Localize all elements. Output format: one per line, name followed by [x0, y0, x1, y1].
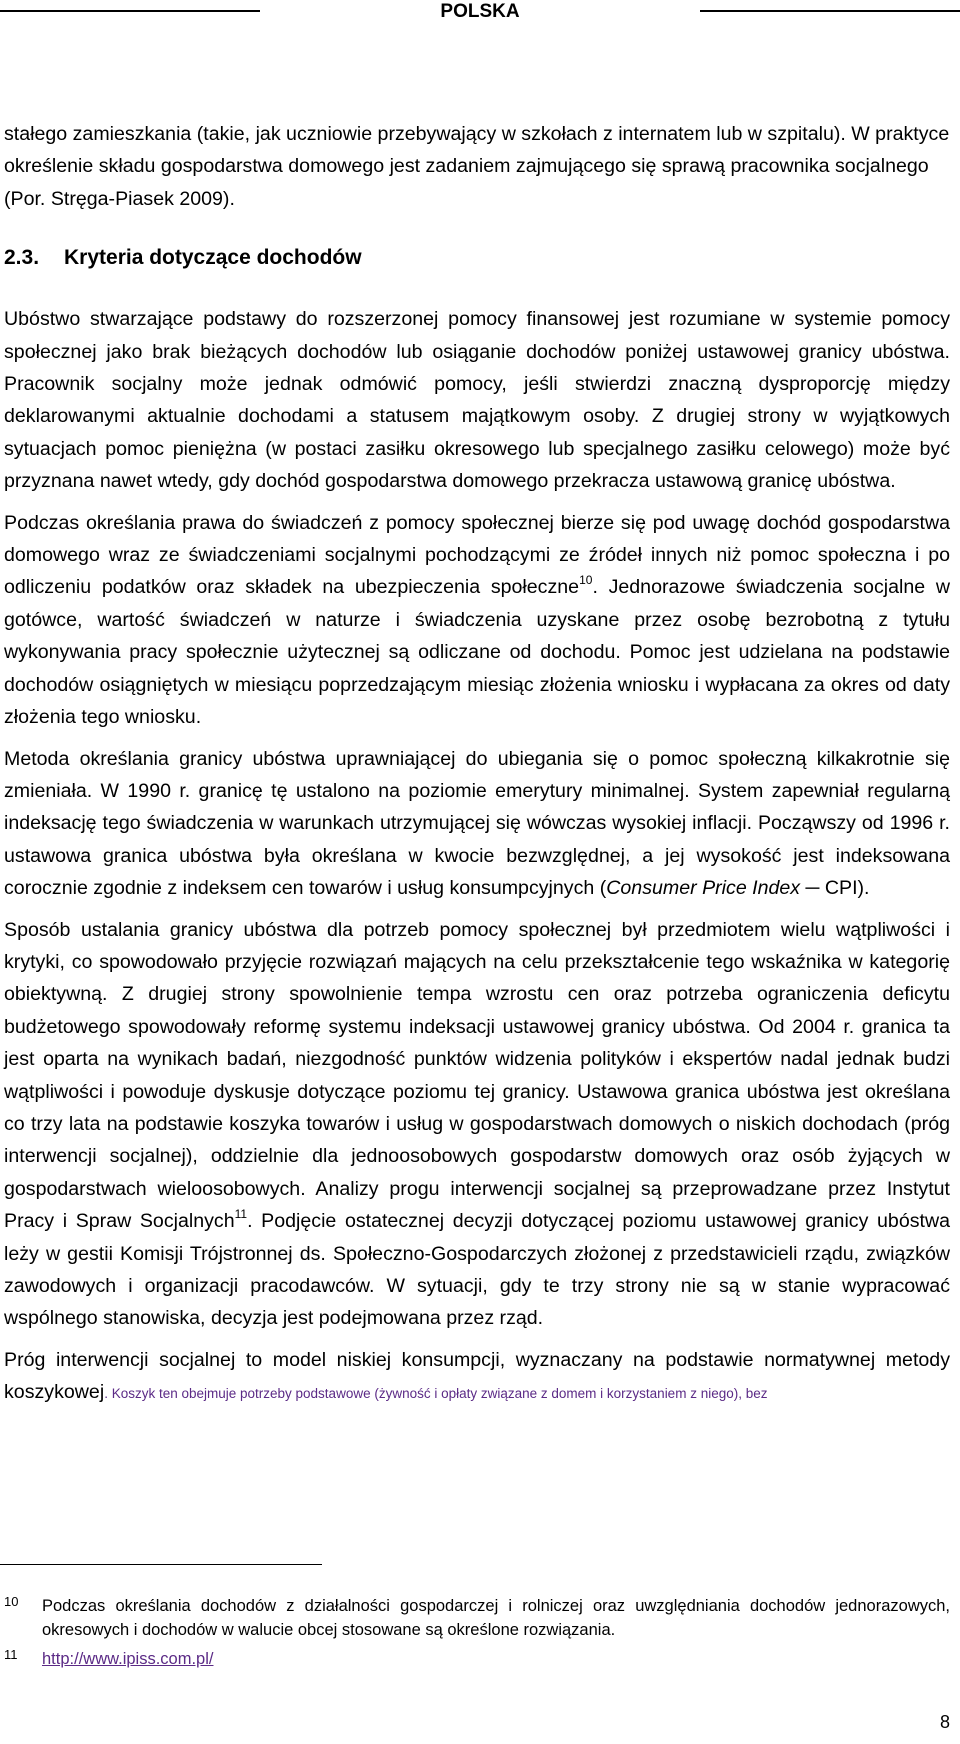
- header-title: POLSKA: [440, 1, 520, 22]
- main-content: [4, 118, 950, 1420]
- footnotes: [4, 1594, 950, 1676]
- footnote-divider: [0, 1564, 322, 1565]
- paragraph-social-intervention: [4, 1344, 950, 1411]
- header-rule-right: [700, 10, 960, 12]
- section-title: Kryteria dotyczące dochodów: [64, 246, 362, 270]
- footnote-mark: 10: [4, 1594, 19, 1609]
- page-number: 8: [939, 1712, 950, 1732]
- paragraph-text: Próg interwencji socjalnej to model niskiej konsumpcji, wyznaczany na podstawie normatywnej metody koszykowej: [4, 1348, 950, 1404]
- footnote-11: [4, 1647, 950, 1671]
- section-heading: [4, 244, 950, 272]
- footnote-ref-11[interactable]: 11: [234, 1207, 248, 1222]
- footnote-ref-10[interactable]: 10: [579, 573, 593, 588]
- footnote-text: Podczas określania dochodów z działalności gospodarczej i rolniczej oraz uwzględniania dochodów jednorazowych, okresowych i dochodów w walucie obcej stosowane są określone rozwiązania.: [42, 1597, 950, 1639]
- paragraph-text: Sposób ustalania granicy ubóstwa dla potrzeb pomocy społecznej był przedmiotem wielu wątpliwości i krytyki, co spowodowało przyjęcie rozwiązań mających na celu przekształcenie tego wskaźnika w kategorię obiektywną. Z drugiej strony spowolnienie tempa wzrostu cen oraz potrzeba ograniczenia deficytu budżetowego spowodowały reformę systemu indeksacji ustawowej granicy ubóstwa. Od 2004 r. granica ta jest oparta na wynikach badań, niezgodność punktów widzenia polityków i ekspertów nadal jednak budzi wątpliwości i powoduje dyskusje dotyczące poziomu tej granicy. Ustawowa granica ubóstwa jest określana co trzy lata na podstawie koszyka towarów i usług w gospodarstwach domowych o niskich dochodach (próg interwencji socjalnej), oddzielnie dla jednoosobowych gospodarstw domowych oraz osób żyjących w gospodarstwach wieloosobowych. Analizy progu interwencji socjalnej są przeprowadzane przez Instytut Pracy i Spraw Socjalnych: [4, 918, 950, 1233]
- footnote-mark: 11: [4, 1647, 18, 1662]
- paragraph-text: . Podjęcie ostatecznej decyzji dotyczącej poziomu ustawowej granicy ubóstwa leży w gestii Komisji Trójstronnej ds. Społeczno-Gospodarczych złożonej z przedstawicieli rządu, związków zawodowych i organizacji pracodawców. W sytuacji, gdy te trzy strony nie są w stanie wypracować wspólnego stanowiska, decyzja jest podejmowana przez rząd.: [4, 1210, 951, 1330]
- italic-term: Consumer Price Index: [606, 877, 801, 900]
- section-number: 2.3.: [4, 246, 40, 270]
- footnote-link[interactable]: http://www.ipiss.com.pl/: [42, 1650, 214, 1668]
- page-header: [0, 0, 960, 30]
- paragraph-text: . Jednorazowe świadczenia socjalne w gotówce, wartość świadczeń w naturze i świadczenia uzyskane przez osobę bezrobotną z tytułu wykonywania pracy społecznie użytecznej są odliczane od dochodu. Pomoc jest udzielana na podstawie dochodów osiągniętych w miesiącu poprzedzającym miesiąc złożenia wniosku i wypłacana za okres od daty złożenia tego wniosku.: [4, 576, 951, 729]
- paragraph-poverty-line-critique: [4, 914, 950, 1335]
- paragraph-poverty-definition: Ubóstwo stwarzające podstawy do rozszerzonej pomocy finansowej jest rozumiane w systemie pomocy społecznej jako brak bieżących dochodów lub osiąganie dochodów poniżej ustawowej granicy ubóstwa. Pracownik socjalny może jednak odmówić pomocy, jeśli stwierdzi znaczną dysproporcję między deklarowanymi aktualnie dochodami a statusem majątkowym osoby. Z drugiej strony w wyjątkowych sytuacjach pomoc pieniężna (w postaci zasiłku okresowego lub specjalnego zasiłku celowego) może być przyznana nawet wtedy, gdy dochód gospodarstwa domowego przekracza ustawową granicę ubóstwa.: [4, 308, 950, 493]
- paragraph-text: Metoda określania granicy ubóstwa uprawniającej do ubiegania się o pomoc społeczną kilkakrotnie się zmieniała. W 1990 r. granicę tę ustalono na poziomie emerytury minimalnej. System zapewniał regularną indeksację tego świadczenia w warunkach utrzymującej się wówczas wysokiej inflacji. Począwszy od 1996 r. ustawowa granica ubóstwa była określana w kwocie bezwzględnej, a jej wysokość jest indeksowana corocznie zgodnie z indeksem cen towarów i usług konsumpcyjnych (: [4, 747, 950, 900]
- paragraph-intro: stałego zamieszkania (takie, jak uczniowie przebywający w szkołach z internatem lub w szpitalu). W praktyce określenie składu gospodarstwa domowego jest zadaniem zajmującego się sprawą pracownika socjalnego (Por. Stręga-Piasek 2009).: [4, 123, 950, 210]
- paragraph-text: ─ CPI).: [800, 877, 870, 900]
- paragraph-small-text: . Koszyk ten obejmuje potrzeby podstawowe (żywność i opłaty związane z domem i korzystaniem z niego), bez: [104, 1386, 768, 1402]
- paragraph-text: Podczas określania prawa do świadczeń z pomocy społecznej bierze się pod uwagę dochód gospodarstwa domowego wraz ze świadczeniami socjalnymi pochodzącymi ze źródeł innych niż pomoc społeczna i po odliczeniu podatków oraz składek na ubezpieczenia społeczne: [4, 511, 950, 599]
- footnote-10: [4, 1594, 950, 1642]
- header-rule-left: [0, 10, 260, 12]
- paragraph-poverty-line-method: [4, 743, 950, 905]
- paragraph-income-rules: [4, 507, 950, 734]
